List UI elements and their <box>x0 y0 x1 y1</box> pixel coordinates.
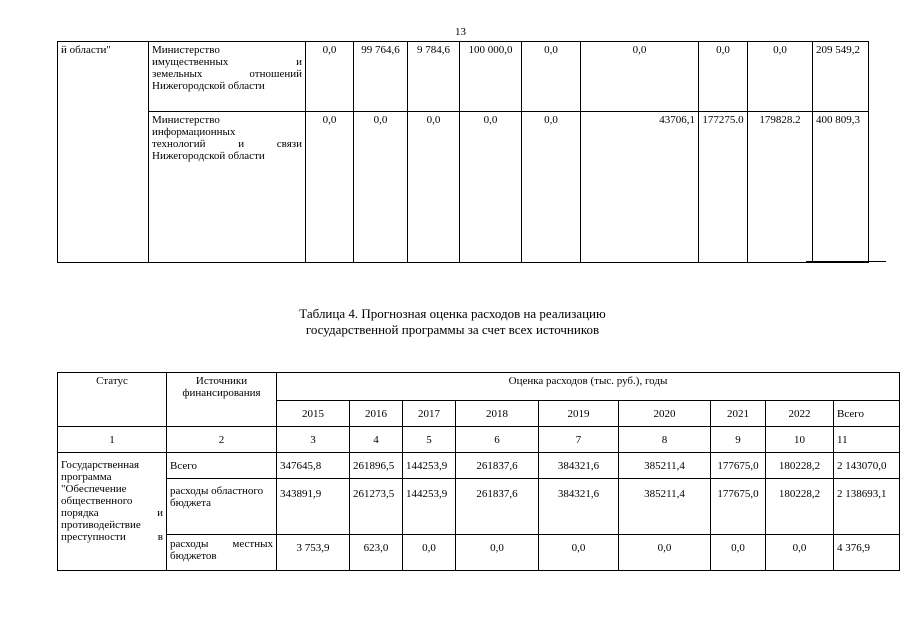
column-number: 9 <box>711 427 766 453</box>
column-number: 5 <box>403 427 456 453</box>
status-cell <box>58 453 167 571</box>
value-cell: 385211,4 <box>619 479 711 535</box>
status-line: противодействие <box>61 519 141 531</box>
status-line: преступности в <box>61 531 163 543</box>
total-header: Всего <box>834 401 900 427</box>
value-cell: 144253,9 <box>403 453 456 479</box>
source-cell: расходы областного бюджета <box>167 479 277 535</box>
value-cell: 3 753,9 <box>277 535 350 571</box>
status-line: программа <box>61 471 112 483</box>
value-cell: 177275.0 <box>699 112 748 263</box>
caption-line: Таблица 4. Прогнозная оценка расходов на реализацию <box>299 306 606 321</box>
ministry-name-cell <box>149 42 306 112</box>
value-cell: 0,0 <box>522 42 581 112</box>
header-sources: Источники финансирования <box>167 373 277 427</box>
column-number: 6 <box>456 427 539 453</box>
value-cell: 261837,6 <box>456 453 539 479</box>
column-number: 7 <box>539 427 619 453</box>
year-header: 2022 <box>766 401 834 427</box>
ministry-name-cell <box>149 112 306 263</box>
value-cell: 0,0 <box>619 535 711 571</box>
total-cell: 2 138693,1 <box>834 479 900 535</box>
value-cell: 0,0 <box>748 42 813 112</box>
value-cell: 0,0 <box>522 112 581 263</box>
value-cell: 144253,9 <box>403 479 456 535</box>
value-cell: 261837,6 <box>456 479 539 535</box>
value-cell: 0,0 <box>539 535 619 571</box>
value-cell: 9 784,6 <box>408 42 460 112</box>
year-header: 2021 <box>711 401 766 427</box>
value-cell: 0,0 <box>306 112 354 263</box>
value-cell: 347645,8 <box>277 453 350 479</box>
table-row <box>58 453 900 479</box>
ministry-name-line: информационных <box>152 126 236 138</box>
value-cell: 0,0 <box>354 112 408 263</box>
top-table-row <box>58 112 869 263</box>
ministry-name-line: технологий и связи <box>152 138 302 150</box>
top-table-first-cell: й области" <box>58 42 149 263</box>
divider <box>806 261 886 262</box>
table-row <box>58 535 900 571</box>
value-cell: 0,0 <box>456 535 539 571</box>
value-cell: 385211,4 <box>619 453 711 479</box>
year-header: 2015 <box>277 401 350 427</box>
status-line: Государственная <box>61 459 140 471</box>
value-cell: 0,0 <box>306 42 354 112</box>
column-numbers-row <box>58 427 900 453</box>
year-header: 2017 <box>403 401 456 427</box>
source-cell: Всего <box>167 453 277 479</box>
total-cell: 400 809,3 <box>813 112 869 263</box>
table-row <box>58 479 900 535</box>
year-header: 2019 <box>539 401 619 427</box>
value-cell: 343891,9 <box>277 479 350 535</box>
header-row <box>58 373 900 401</box>
total-cell: 4 376,9 <box>834 535 900 571</box>
header-estimate: Оценка расходов (тыс. руб.), годы <box>277 373 900 401</box>
ministry-name-line: Нижегородской области <box>152 150 265 162</box>
top-table <box>57 41 869 263</box>
status-line: общественного <box>61 495 133 507</box>
value-cell: 0,0 <box>403 535 456 571</box>
source-cell: расходы местных бюджетов <box>167 535 277 571</box>
value-cell: 261273,5 <box>350 479 403 535</box>
value-cell: 0,0 <box>711 535 766 571</box>
status-line: порядка и <box>61 507 163 519</box>
column-number: 2 <box>167 427 277 453</box>
ministry-name-line: имущественных и <box>152 56 302 68</box>
table-4 <box>57 372 900 571</box>
caption-line: государственной программы за счет всех источников <box>305 322 600 337</box>
ministry-name-line: Нижегородской области <box>152 80 265 92</box>
value-cell: 99 764,6 <box>354 42 408 112</box>
column-number: 4 <box>350 427 403 453</box>
value-cell: 100 000,0 <box>460 42 522 112</box>
value-cell: 0,0 <box>460 112 522 263</box>
year-header: 2016 <box>350 401 403 427</box>
value-cell: 177675,0 <box>711 479 766 535</box>
year-header: 2020 <box>619 401 711 427</box>
value-cell: 261896,5 <box>350 453 403 479</box>
value-cell: 384321,6 <box>539 453 619 479</box>
header-status: Статус <box>58 373 167 427</box>
column-number: 11 <box>834 427 900 453</box>
column-number: 1 <box>58 427 167 453</box>
column-number: 3 <box>277 427 350 453</box>
value-cell: 0,0 <box>699 42 748 112</box>
value-cell: 384321,6 <box>539 479 619 535</box>
top-table-row <box>58 42 869 112</box>
value-cell: 0,0 <box>408 112 460 263</box>
ministry-name-line: Министерство <box>152 44 220 56</box>
value-cell: 623,0 <box>350 535 403 571</box>
ministry-name-line: Министерство <box>152 114 220 126</box>
value-cell: 180228,2 <box>766 453 834 479</box>
value-cell: 179828.2 <box>748 112 813 263</box>
year-header: 2018 <box>456 401 539 427</box>
column-number: 8 <box>619 427 711 453</box>
value-cell: 0,0 <box>766 535 834 571</box>
value-cell: 180228,2 <box>766 479 834 535</box>
value-cell: 177675,0 <box>711 453 766 479</box>
table-caption <box>0 306 905 338</box>
column-number: 10 <box>766 427 834 453</box>
page-number: 13 <box>455 26 466 38</box>
total-cell: 2 143070,0 <box>834 453 900 479</box>
value-cell: 0,0 <box>581 42 699 112</box>
ministry-name-line: земельных отношений <box>152 68 302 80</box>
total-cell: 209 549,2 <box>813 42 869 112</box>
value-cell: 43706,1 <box>581 112 699 263</box>
status-line: "Обеспечение <box>61 483 127 495</box>
